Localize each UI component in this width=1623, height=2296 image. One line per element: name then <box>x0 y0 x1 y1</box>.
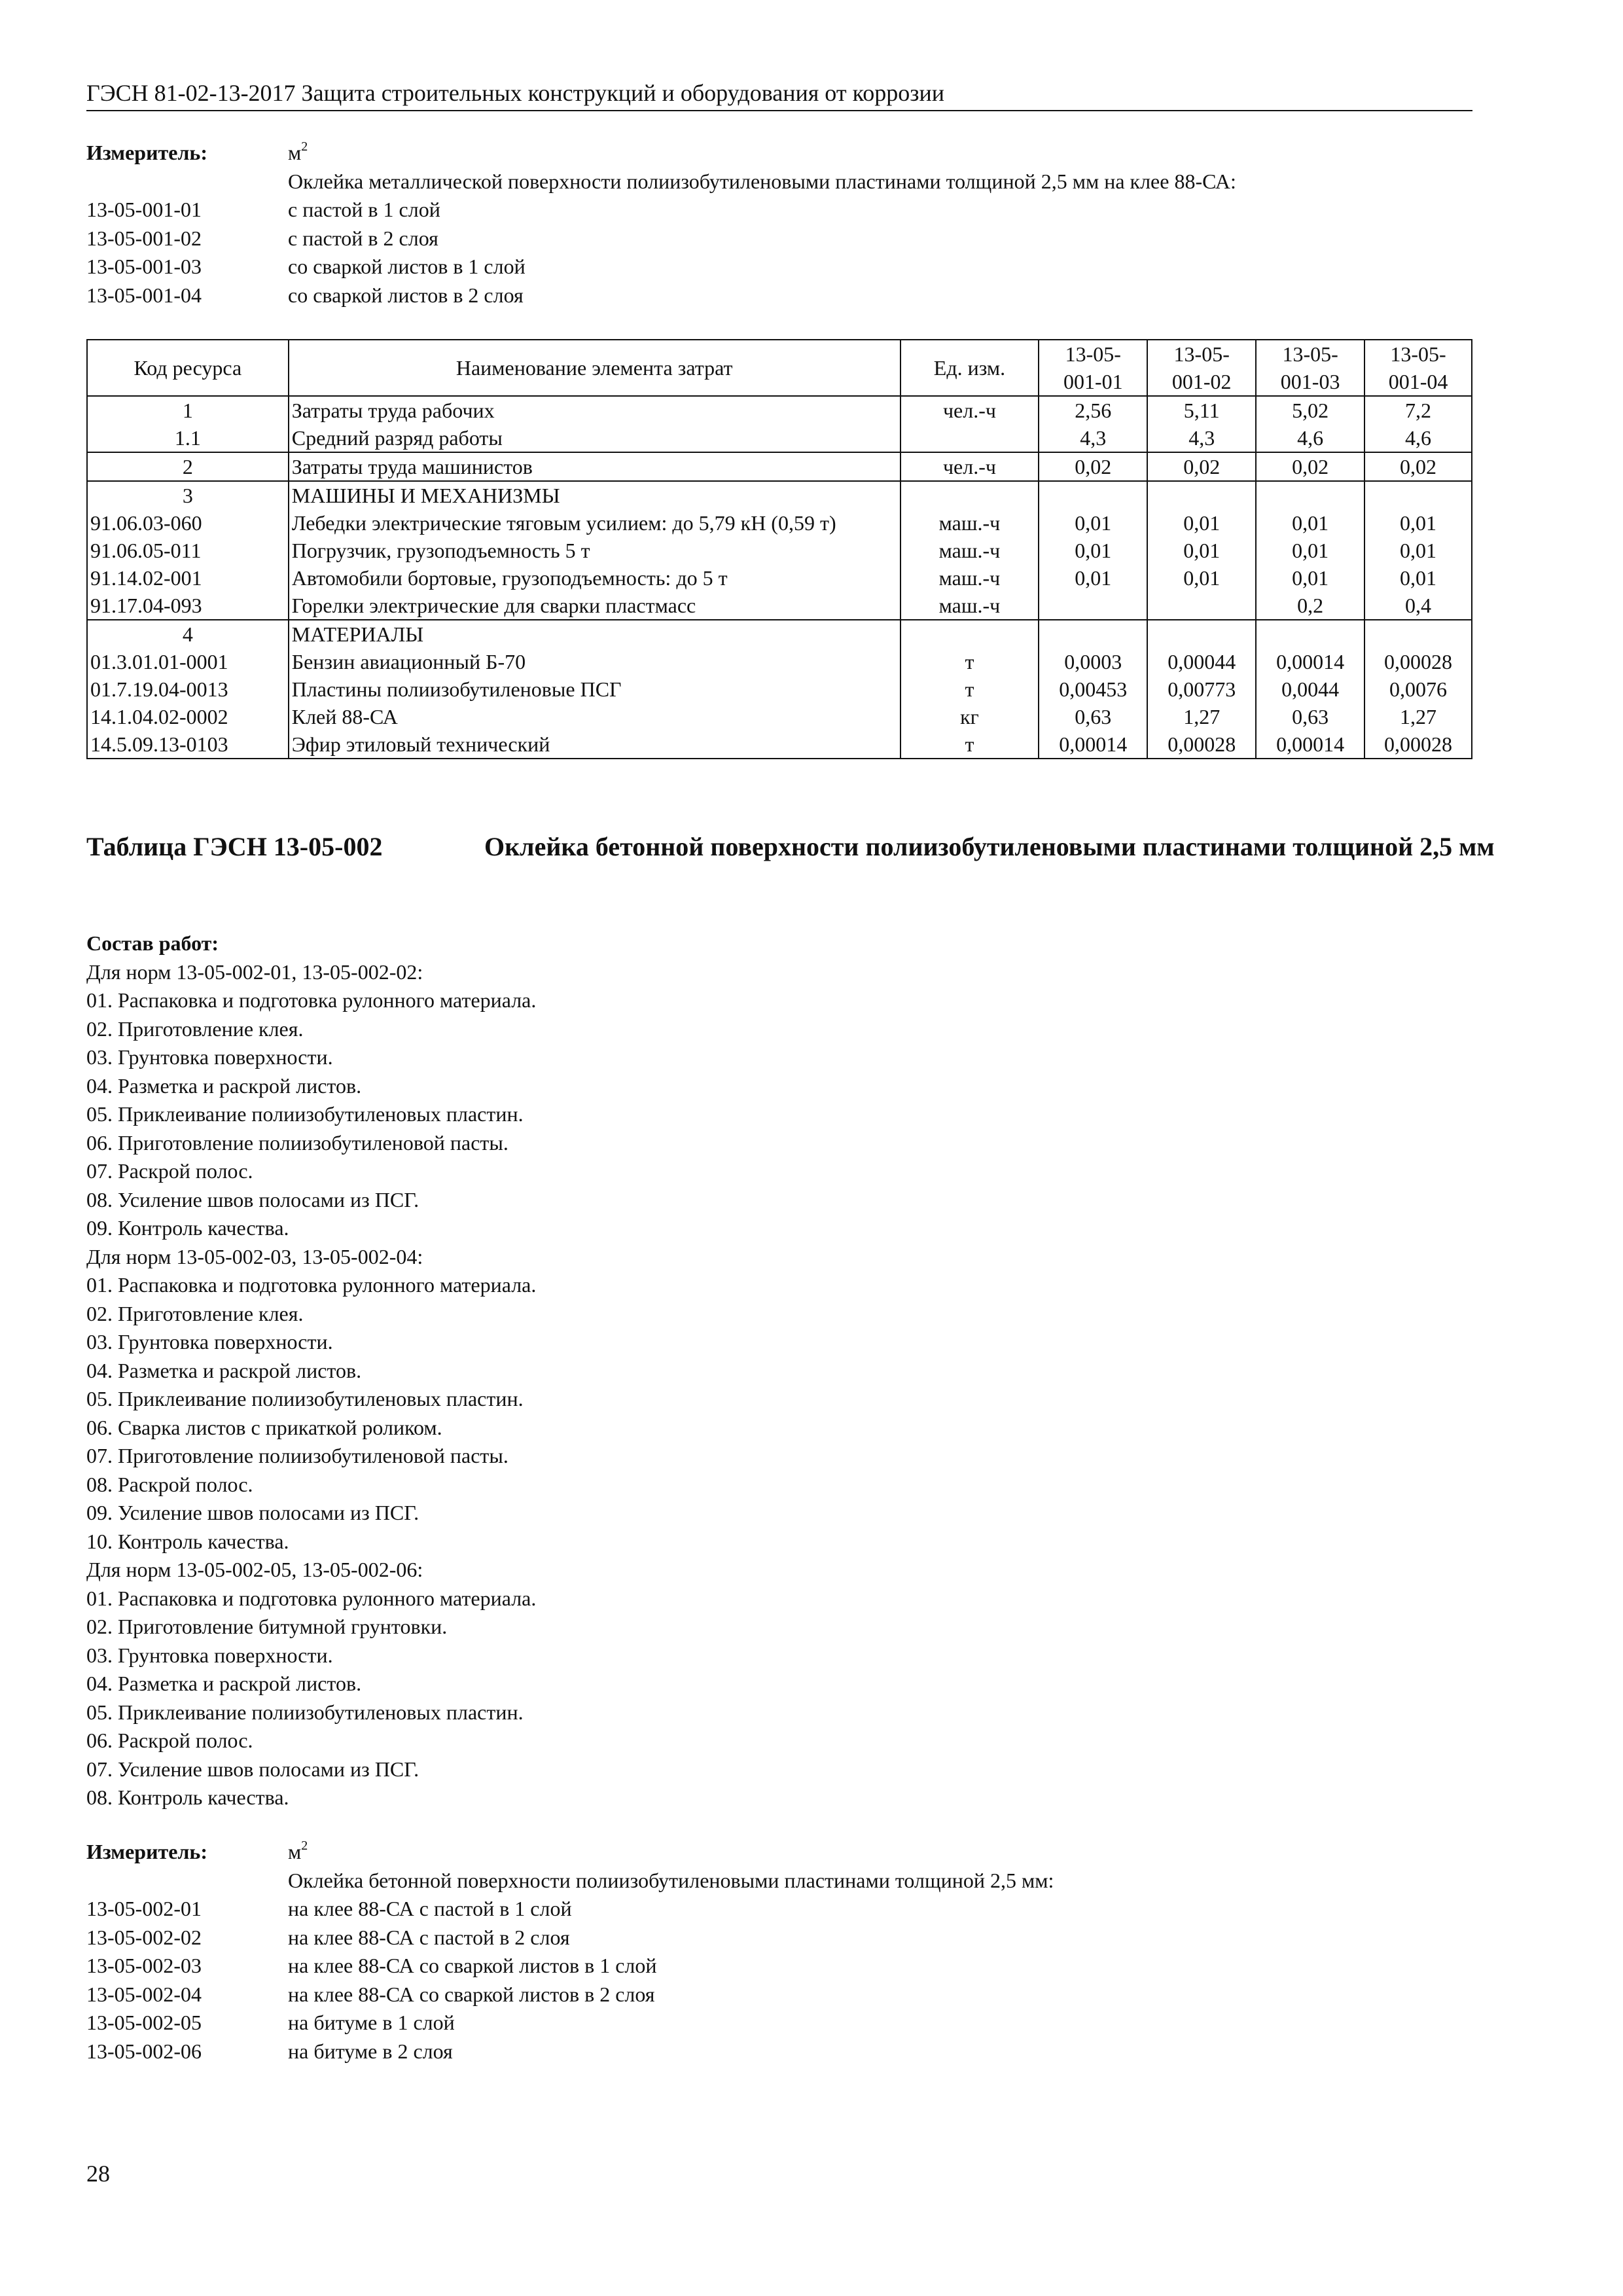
cell-value: 0,01 <box>1039 509 1147 537</box>
cell-value: 0,00773 <box>1147 675 1256 703</box>
cell-code: 91.14.02-001 <box>87 564 289 592</box>
cell-value: 0,00014 <box>1039 730 1147 759</box>
meter-item-text: со сваркой листов в 1 слой <box>288 255 526 278</box>
header-col: 13-05- 001-01 <box>1039 340 1147 396</box>
works-line: 03. Грунтовка поверхности. <box>86 1330 333 1354</box>
cell-code: 14.1.04.02-0002 <box>87 703 289 730</box>
cell-value: 1,27 <box>1147 703 1256 730</box>
cell-name: Средний разряд работы <box>289 424 901 452</box>
cell-value: 7,2 <box>1364 396 1472 424</box>
meter-item-code: 13-05-001-04 <box>86 283 202 307</box>
table-row <box>87 481 1472 509</box>
cell-unit: маш.-ч <box>901 537 1039 564</box>
table-row <box>87 648 1472 675</box>
table-row <box>87 509 1472 537</box>
cell-value <box>1039 620 1147 648</box>
cell-name: Затраты труда рабочих <box>289 396 901 424</box>
cell-code: 01.3.01.01-0001 <box>87 648 289 675</box>
cell-value <box>1147 481 1256 509</box>
header-col: 13-05- 001-02 <box>1147 340 1256 396</box>
cell-code: 1 <box>87 396 289 424</box>
cell-value: 0,01 <box>1256 564 1364 592</box>
cell-value: 0,4 <box>1364 592 1472 620</box>
meter-item-code: 13-05-001-03 <box>86 255 202 278</box>
cell-code: 01.7.19.04-0013 <box>87 675 289 703</box>
cell-code: 14.5.09.13-0103 <box>87 730 289 759</box>
meter-description: Оклейка металлической поверхности полиизобутиленовыми пластинами толщиной 2,5 мм на клее 88-СА: <box>288 169 1236 193</box>
cell-unit: кг <box>901 703 1039 730</box>
meter-item <box>86 281 1236 310</box>
meter-description: Оклейка бетонной поверхности полиизобутиленовыми пластинами толщиной 2,5 мм: <box>288 1868 1054 1892</box>
table-row <box>87 537 1472 564</box>
works-line: Для норм 13-05-002-01, 13-05-002-02: <box>86 960 423 984</box>
cell-unit: маш.-ч <box>901 564 1039 592</box>
cell-value <box>1039 481 1147 509</box>
cell-value: 0,0044 <box>1256 675 1364 703</box>
table-row <box>87 703 1472 730</box>
meter-block-1 <box>86 139 1236 310</box>
meter-item <box>86 2009 1054 2037</box>
meter-item-code: 13-05-002-05 <box>86 2011 202 2034</box>
table-row <box>87 396 1472 424</box>
cell-unit: чел.-ч <box>901 396 1039 424</box>
cell-unit: маш.-ч <box>901 592 1039 620</box>
cell-name: Эфир этиловый технический <box>289 730 901 759</box>
meter-item <box>86 1924 1054 1952</box>
cell-value: 0,01 <box>1364 509 1472 537</box>
meter-item-text: на битуме в 2 слоя <box>288 2039 453 2063</box>
cell-name: МАТЕРИАЛЫ <box>289 620 901 648</box>
works-line: 09. Усиление швов полосами из ПСГ. <box>86 1501 419 1524</box>
works-block <box>86 929 536 1812</box>
header-name: Наименование элемента затрат <box>289 340 901 396</box>
running-header: ГЭСН 81-02-13-2017 Защита строительных конструкций и оборудования от коррозии <box>86 79 1472 111</box>
works-line: 01. Распаковка и подготовка рулонного материала. <box>86 1273 537 1297</box>
meter-item-text: на клее 88-СА со сваркой листов в 2 слоя <box>288 1982 655 2006</box>
meter-item-text: на клее 88-СА со сваркой листов в 1 слой <box>288 1954 657 1977</box>
cell-unit: чел.-ч <box>901 452 1039 481</box>
meter-item-text: на битуме в 1 слой <box>288 2011 455 2034</box>
meter-item <box>86 196 1236 224</box>
cell-value: 0,01 <box>1147 537 1256 564</box>
cell-value: 0,01 <box>1364 564 1472 592</box>
cell-unit <box>901 481 1039 509</box>
meter-item-text: с пастой в 2 слоя <box>288 226 438 250</box>
cell-value: 0,01 <box>1039 537 1147 564</box>
norm-table <box>86 339 1472 759</box>
cell-code: 91.06.03-060 <box>87 509 289 537</box>
cell-unit: т <box>901 675 1039 703</box>
meter-label: Измеритель: <box>86 141 207 164</box>
table-row <box>87 564 1472 592</box>
cell-value: 0,01 <box>1147 509 1256 537</box>
table-row <box>87 452 1472 481</box>
cell-value: 0,00028 <box>1364 730 1472 759</box>
works-line: Для норм 13-05-002-03, 13-05-002-04: <box>86 1244 423 1268</box>
cell-value: 0,0076 <box>1364 675 1472 703</box>
meter-item-text: на клее 88-СА с пастой в 1 слой <box>288 1897 572 1920</box>
cell-value: 0,00028 <box>1147 730 1256 759</box>
meter-item-text: с пастой в 1 слой <box>288 198 440 221</box>
cell-value: 0,02 <box>1364 452 1472 481</box>
works-line: 06. Раскрой полос. <box>86 1729 253 1752</box>
header-col: 13-05- 001-04 <box>1364 340 1472 396</box>
works-line: 08. Усиление швов полосами из ПСГ. <box>86 1187 419 1211</box>
works-line: 07. Приготовление полиизобутиленовой пасты. <box>86 1444 508 1467</box>
works-line: 05. Приклеивание полиизобутиленовых пластин. <box>86 1102 524 1126</box>
meter-block-2 <box>86 1838 1054 2066</box>
cell-value: 4,6 <box>1364 424 1472 452</box>
cell-name: Клей 88-СА <box>289 703 901 730</box>
cell-value: 0,01 <box>1364 537 1472 564</box>
works-line: Для норм 13-05-002-05, 13-05-002-06: <box>86 1558 423 1581</box>
works-line: 04. Разметка и раскрой листов. <box>86 1073 362 1098</box>
works-line: 07. Раскрой полос. <box>86 1159 253 1183</box>
cell-code: 91.06.05-011 <box>87 537 289 564</box>
meter-item <box>86 1895 1054 1924</box>
meter-item <box>86 1952 1054 1981</box>
cell-unit: т <box>901 648 1039 675</box>
works-line: 08. Контроль качества. <box>86 1785 289 1809</box>
cell-value: 0,02 <box>1039 452 1147 481</box>
works-line: 05. Приклеивание полиизобутиленовых пластин. <box>86 1700 524 1724</box>
works-heading: Состав работ: <box>86 931 219 955</box>
cell-value: 0,0003 <box>1039 648 1147 675</box>
cell-code: 2 <box>87 452 289 481</box>
cell-value: 0,01 <box>1256 509 1364 537</box>
cell-value <box>1364 481 1472 509</box>
cell-unit <box>901 424 1039 452</box>
meter-unit: $м^2$ <box>288 1839 308 1863</box>
cell-value: 4,3 <box>1039 424 1147 452</box>
meter-item <box>86 1981 1054 2009</box>
meter-item-code: 13-05-002-01 <box>86 1897 202 1920</box>
meter-item-code: 13-05-002-02 <box>86 1925 202 1949</box>
cell-value <box>1256 620 1364 648</box>
works-line: 02. Приготовление клея. <box>86 1301 304 1325</box>
cell-name: Погрузчик, грузоподъемность 5 т <box>289 537 901 564</box>
works-line: 10. Контроль качества. <box>86 1529 289 1553</box>
cell-code: 3 <box>87 481 289 509</box>
cell-value: 0,02 <box>1147 452 1256 481</box>
cell-value: 0,01 <box>1256 537 1364 564</box>
cell-value: 0,63 <box>1256 703 1364 730</box>
cell-name: МАШИНЫ И МЕХАНИЗМЫ <box>289 481 901 509</box>
meter-item-code: 13-05-001-02 <box>86 226 202 250</box>
works-line: 04. Разметка и раскрой листов. <box>86 1672 362 1695</box>
cell-name: Затраты труда машинистов <box>289 452 901 481</box>
works-line: 02. Приготовление клея. <box>86 1016 304 1041</box>
cell-value <box>1364 620 1472 648</box>
cell-value: 0,01 <box>1147 564 1256 592</box>
table-row <box>87 675 1472 703</box>
cell-value: 0,02 <box>1256 452 1364 481</box>
cell-name: Бензин авиационный Б-70 <box>289 648 901 675</box>
cell-name: Пластины полиизобутиленовые ПСГ <box>289 675 901 703</box>
cell-name: Лебедки электрические тяговым усилием: до 5,79 кН (0,59 т) <box>289 509 901 537</box>
cell-value <box>1039 592 1147 620</box>
works-line: 06. Сварка листов с прикаткой роликом. <box>86 1415 442 1439</box>
meter-item-text: со сваркой листов в 2 слоя <box>288 283 524 307</box>
works-line: 01. Распаковка и подготовка рулонного материала. <box>86 1586 537 1610</box>
header-code: Код ресурса <box>87 340 289 396</box>
cell-value: 5,11 <box>1147 396 1256 424</box>
table-title-label: Таблица ГЭСН 13-05-002 <box>86 832 383 861</box>
cell-code: 91.17.04-093 <box>87 592 289 620</box>
cell-name: Горелки электрические для сварки пластмасс <box>289 592 901 620</box>
meter-unit: $м^2$ <box>288 139 308 164</box>
page-number: 28 <box>86 2161 110 2187</box>
cell-name: Автомобили бортовые, грузоподъемность: до 5 т <box>289 564 901 592</box>
cell-value: 1,27 <box>1364 703 1472 730</box>
works-line: 03. Грунтовка поверхности. <box>86 1643 333 1667</box>
works-line: 01. Распаковка и подготовка рулонного материала. <box>86 988 537 1012</box>
table-row <box>87 620 1472 648</box>
works-line: 04. Разметка и раскрой листов. <box>86 1358 362 1382</box>
meter-item <box>86 253 1236 281</box>
cell-unit <box>901 620 1039 648</box>
cell-value: 0,00028 <box>1364 648 1472 675</box>
cell-value: 0,2 <box>1256 592 1364 620</box>
meter-item <box>86 2037 1054 2066</box>
cell-value: 2,56 <box>1039 396 1147 424</box>
works-line: 06. Приготовление полиизобутиленовой пасты. <box>86 1130 508 1155</box>
cell-value <box>1256 481 1364 509</box>
meter-item-code: 13-05-002-03 <box>86 1954 202 1977</box>
cell-value: 0,01 <box>1039 564 1147 592</box>
works-line: 03. Грунтовка поверхности. <box>86 1045 333 1069</box>
cell-value: 0,00014 <box>1256 730 1364 759</box>
meter-label: Измеритель: <box>86 1840 207 1863</box>
table-row <box>87 730 1472 759</box>
meter-item-code: 13-05-001-01 <box>86 198 202 221</box>
table-title <box>86 830 1505 864</box>
cell-value <box>1147 592 1256 620</box>
works-line: 08. Раскрой полос. <box>86 1472 253 1496</box>
header-col: 13-05- 001-03 <box>1256 340 1364 396</box>
cell-value: 0,63 <box>1039 703 1147 730</box>
table-row <box>87 592 1472 620</box>
cell-unit: т <box>901 730 1039 759</box>
works-line: 02. Приготовление битумной грунтовки. <box>86 1615 448 1638</box>
works-line: 09. Контроль качества. <box>86 1216 289 1240</box>
works-line: 05. Приклеивание полиизобутиленовых пластин. <box>86 1387 524 1410</box>
cell-value: 4,3 <box>1147 424 1256 452</box>
cell-value: 4,6 <box>1256 424 1364 452</box>
cell-value: 0,00453 <box>1039 675 1147 703</box>
header-unit: Ед. изм. <box>901 340 1039 396</box>
table-title-text: Оклейка бетонной поверхности полиизобутиленовыми пластинами толщиной 2,5 мм <box>484 832 1495 861</box>
meter-item-code: 13-05-002-04 <box>86 1982 202 2006</box>
cell-code: 1.1 <box>87 424 289 452</box>
meter-item-code: 13-05-002-06 <box>86 2039 202 2063</box>
cell-value: 0,00044 <box>1147 648 1256 675</box>
cell-unit: маш.-ч <box>901 509 1039 537</box>
works-line: 07. Усиление швов полосами из ПСГ. <box>86 1757 419 1781</box>
cell-value: 5,02 <box>1256 396 1364 424</box>
cell-code: 4 <box>87 620 289 648</box>
table-row <box>87 424 1472 452</box>
meter-item <box>86 224 1236 253</box>
meter-item-text: на клее 88-СА с пастой в 2 слоя <box>288 1925 570 1949</box>
cell-value: 0,00014 <box>1256 648 1364 675</box>
cell-value <box>1147 620 1256 648</box>
